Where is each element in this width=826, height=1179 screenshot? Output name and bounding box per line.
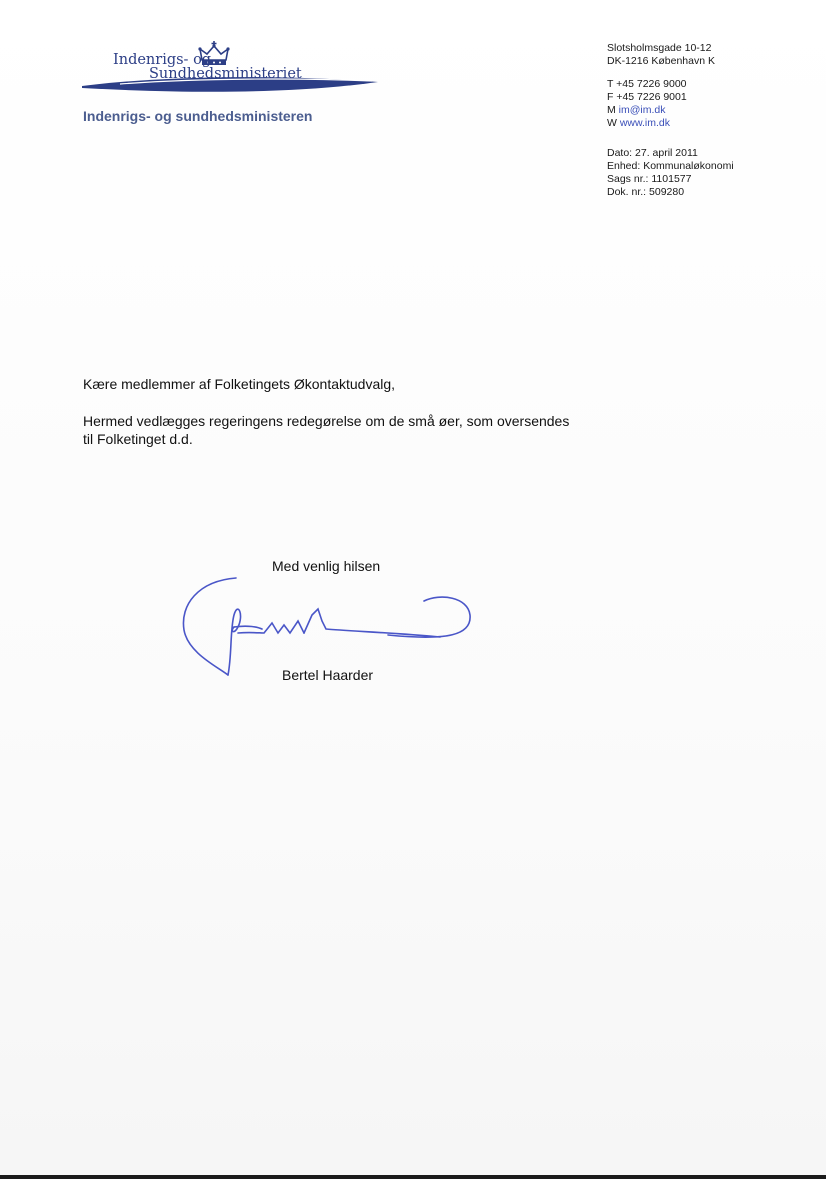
- signer-name: Bertel Haarder: [282, 667, 374, 683]
- logo-text-line1: Indenrigs- og: [113, 52, 212, 68]
- website-prefix: W: [607, 117, 620, 129]
- letter-date: Dato: 27. april 2011: [607, 147, 698, 159]
- email-link[interactable]: im@im.dk: [618, 104, 666, 116]
- ministry-title: Indenrigs- og sundhedsministeren: [83, 108, 313, 124]
- website-link[interactable]: www.im.dk: [619, 117, 671, 129]
- scan-bottom-edge: [0, 1175, 826, 1179]
- address-line2: DK-1216 København K: [607, 55, 715, 67]
- fax-number: F +45 7226 9001: [607, 91, 687, 103]
- salutation: Kære medlemmer af Folketingets Økontaktudvalg,: [83, 376, 396, 392]
- phone-number: T +45 7226 9000: [607, 78, 687, 90]
- website-row: [607, 117, 734, 130]
- logo-text-line2: Sundhedsministeriet: [149, 66, 302, 82]
- address-line1: Slotsholmsgade 10-12: [607, 42, 712, 54]
- contact-block: [607, 42, 734, 199]
- email-row: [607, 104, 734, 117]
- case-number: Sags nr.: 1101577: [607, 173, 692, 185]
- document-number: Dok. nr.: 509280: [607, 186, 685, 198]
- letter-body: Hermed vedlægges regeringens redegørelse om de små øer, som oversendes til Folketinget d.d.: [83, 413, 570, 447]
- email-prefix: M: [607, 104, 619, 116]
- letter-unit: Enhed: Kommunaløkonomi: [607, 160, 734, 172]
- handwritten-signature: [178, 575, 478, 680]
- ministry-logo: [80, 38, 380, 100]
- closing-phrase: Med venlig hilsen: [272, 558, 381, 574]
